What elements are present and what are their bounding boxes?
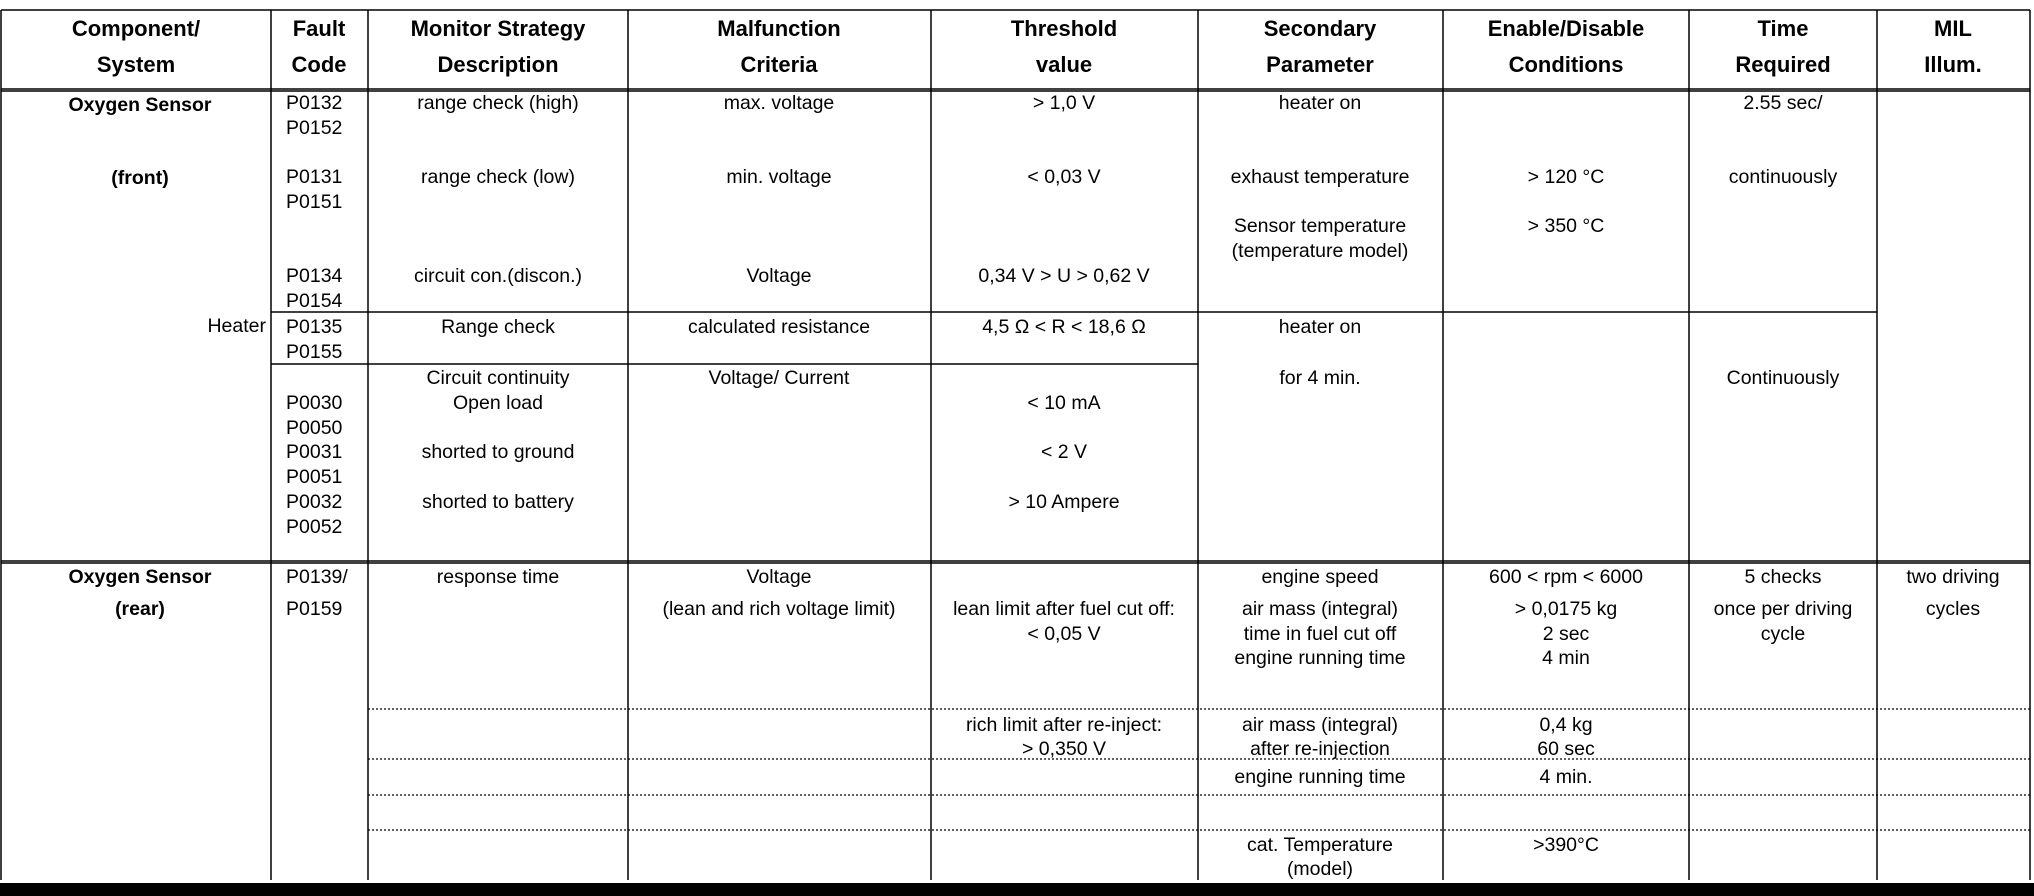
front-fault-codes bbox=[286, 92, 343, 538]
enable-text: > 120 °C bbox=[1527, 166, 1605, 188]
front-criteria bbox=[688, 92, 870, 389]
fault-code: P0154 bbox=[286, 290, 343, 312]
secondary-text: engine running time bbox=[1234, 766, 1406, 788]
fault-code: P0031 bbox=[286, 441, 343, 463]
threshold-text: > 10 Ampere bbox=[1008, 491, 1120, 513]
enable-text: > 0,0175 kg bbox=[1514, 598, 1618, 620]
header-time-2: Required bbox=[1735, 52, 1831, 77]
threshold-text: lean limit after fuel cut off: bbox=[953, 598, 1175, 620]
heater-label: Heater bbox=[207, 315, 266, 337]
strategy-text: response time bbox=[436, 566, 560, 588]
secondary-text: air mass (integral) bbox=[1241, 598, 1399, 620]
secondary-text: (temperature model) bbox=[1231, 240, 1409, 262]
header-secondary-1: Secondary bbox=[1263, 16, 1377, 41]
enable-text: 2 sec bbox=[1542, 623, 1590, 645]
front-sensor-section bbox=[68, 92, 1839, 538]
criteria-text: max. voltage bbox=[723, 92, 835, 114]
criteria-text: min. voltage bbox=[726, 166, 832, 188]
rear-secondary bbox=[1234, 566, 1405, 880]
fault-code: P0139/ bbox=[286, 566, 348, 588]
front-strategy bbox=[414, 92, 582, 513]
fault-code: P0051 bbox=[286, 466, 343, 488]
fault-code: P0050 bbox=[286, 417, 343, 439]
rear-time bbox=[1714, 566, 1853, 645]
time-text: continuously bbox=[1728, 166, 1838, 188]
front-component: Oxygen Sensor bbox=[68, 94, 212, 116]
header-secondary-2: Parameter bbox=[1266, 52, 1374, 77]
fault-code: P0132 bbox=[286, 92, 343, 114]
secondary-text: exhaust temperature bbox=[1230, 166, 1410, 188]
rear-subrow-lines bbox=[368, 709, 2030, 830]
threshold-text: < 0,05 V bbox=[1027, 623, 1101, 645]
threshold-text: < 2 V bbox=[1040, 441, 1088, 463]
rear-enable bbox=[1489, 566, 1643, 856]
time-text: once per driving bbox=[1713, 598, 1853, 620]
enable-text: 4 min. bbox=[1539, 766, 1593, 788]
front-position: (front) bbox=[111, 167, 169, 189]
threshold-text: 4,5 Ω < R < 18,6 Ω bbox=[982, 316, 1146, 338]
time-text: 5 checks bbox=[1744, 566, 1822, 588]
header-threshold-2: value bbox=[1035, 52, 1093, 77]
rear-sensor-section bbox=[68, 566, 1999, 880]
rear-mil bbox=[1906, 566, 1999, 620]
secondary-text: cat. Temperature bbox=[1247, 834, 1393, 856]
criteria-text: calculated resistance bbox=[687, 316, 871, 338]
header-time-1: Time bbox=[1757, 16, 1809, 41]
strategy-text: range check (high) bbox=[417, 92, 579, 114]
table-header bbox=[72, 16, 1982, 77]
fault-code: P0134 bbox=[286, 265, 343, 287]
secondary-text: for 4 min. bbox=[1279, 367, 1361, 389]
mil-text: cycles bbox=[1925, 598, 1981, 620]
fault-code: P0152 bbox=[286, 117, 343, 139]
enable-text: 60 sec bbox=[1537, 738, 1595, 760]
enable-text: 4 min bbox=[1542, 647, 1590, 669]
header-enable-2: Conditions bbox=[1508, 52, 1624, 77]
time-text: 2.55 sec/ bbox=[1743, 92, 1823, 114]
threshold-text: > 0,350 V bbox=[1021, 738, 1107, 760]
criteria-text: Voltage bbox=[746, 265, 812, 287]
strategy-text: shorted to battery bbox=[422, 491, 574, 513]
header-strategy-1: Monitor Strategy bbox=[410, 16, 586, 41]
time-text: cycle bbox=[1760, 623, 1806, 645]
fault-code: P0151 bbox=[286, 191, 343, 213]
fault-code: P0135 bbox=[286, 316, 343, 338]
secondary-text: engine speed bbox=[1261, 566, 1379, 588]
front-enable bbox=[1528, 166, 1605, 237]
fault-code: P0159 bbox=[286, 598, 343, 620]
time-text: Continuously bbox=[1726, 367, 1840, 389]
header-component-2: System bbox=[96, 52, 176, 77]
strategy-text: circuit con.(discon.) bbox=[414, 265, 582, 287]
secondary-text: air mass (integral) bbox=[1241, 714, 1399, 736]
front-time bbox=[1727, 92, 1840, 389]
header-threshold-1: Threshold bbox=[1010, 16, 1118, 41]
secondary-text: heater on bbox=[1278, 316, 1362, 338]
header-fault-1: Fault bbox=[292, 16, 346, 41]
threshold-text: < 0,03 V bbox=[1027, 166, 1101, 188]
secondary-text: time in fuel cut off bbox=[1243, 623, 1397, 645]
header-enable-1: Enable/Disable bbox=[1487, 16, 1645, 41]
header-component-1: Component/ bbox=[71, 16, 201, 41]
criteria-text: (lean and rich voltage limit) bbox=[662, 598, 896, 620]
strategy-text: range check (low) bbox=[421, 166, 575, 188]
rear-position: (rear) bbox=[115, 598, 165, 620]
rear-threshold bbox=[953, 598, 1175, 760]
strategy-text: Open load bbox=[453, 392, 543, 414]
fault-code: P0032 bbox=[286, 491, 343, 513]
strategy-text: Circuit continuity bbox=[426, 367, 570, 389]
header-malfunction-2: Criteria bbox=[740, 52, 818, 77]
header-mil-1: MIL bbox=[1934, 16, 1972, 41]
criteria-text: Voltage/ Current bbox=[708, 367, 850, 389]
header-malfunction-1: Malfunction bbox=[717, 16, 841, 41]
fault-code: P0155 bbox=[286, 341, 343, 363]
threshold-text: < 10 mA bbox=[1027, 392, 1101, 414]
secondary-text: Sensor temperature bbox=[1233, 215, 1407, 237]
threshold-text: 0,34 V > U > 0,62 V bbox=[978, 265, 1150, 287]
bottom-bar bbox=[0, 883, 2034, 896]
enable-text: 600 < rpm < 6000 bbox=[1489, 566, 1643, 588]
header-mil-2: Illum. bbox=[1924, 52, 1982, 77]
threshold-text: rich limit after re-inject: bbox=[965, 714, 1163, 736]
criteria-text: Voltage bbox=[746, 566, 812, 588]
enable-text: >390°C bbox=[1533, 834, 1599, 856]
secondary-text: heater on bbox=[1278, 92, 1362, 114]
fault-code: P0131 bbox=[286, 166, 343, 188]
front-secondary bbox=[1231, 92, 1410, 389]
mil-text: two driving bbox=[1906, 566, 2000, 588]
rear-component: Oxygen Sensor bbox=[68, 566, 212, 588]
strategy-text: Range check bbox=[441, 316, 555, 338]
enable-text: > 350 °C bbox=[1527, 215, 1605, 237]
secondary-text: after re-injection bbox=[1250, 738, 1390, 760]
secondary-text: (model) bbox=[1286, 858, 1354, 880]
fault-code: P0030 bbox=[286, 392, 343, 414]
threshold-text: > 1,0 V bbox=[1032, 92, 1096, 114]
fault-code: P0052 bbox=[286, 516, 343, 538]
front-threshold bbox=[978, 92, 1149, 513]
enable-text: 0,4 kg bbox=[1539, 714, 1593, 736]
header-strategy-2: Description bbox=[437, 52, 559, 77]
secondary-text: engine running time bbox=[1234, 647, 1406, 669]
header-fault-2: Code bbox=[291, 52, 347, 77]
strategy-text: shorted to ground bbox=[421, 441, 575, 463]
